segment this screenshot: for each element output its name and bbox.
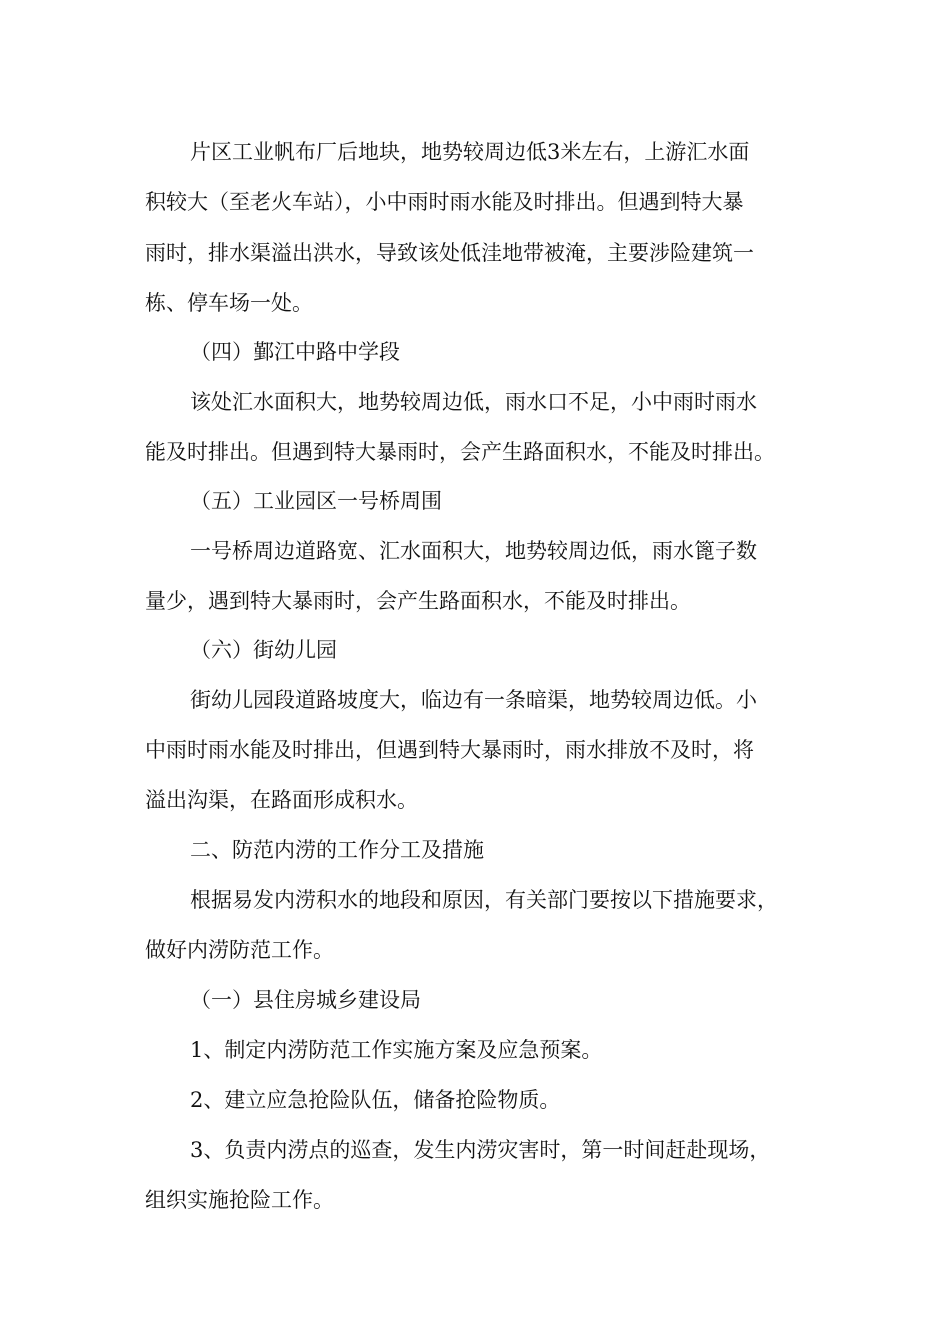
paragraph-line: 溢出沟渠，在路面形成积水。 bbox=[145, 788, 418, 812]
paragraph-line: 积较大（至老火车站），小中雨时雨水能及时排出。但遇到特大暴 bbox=[145, 190, 744, 214]
list-item: 3、负责内涝点的巡查，发生内涝灾害时，第一时间赶赴现场， bbox=[190, 1138, 771, 1162]
list-item: 1、制定内涝防范工作实施方案及应急预案。 bbox=[190, 1038, 603, 1062]
list-item-continuation: 组织实施抢险工作。 bbox=[145, 1188, 334, 1212]
section-heading: 二、防范内涝的工作分工及措施 bbox=[190, 838, 484, 862]
paragraph-line: 一号桥周边道路宽、汇水面积大，地势较周边低，雨水篦子数 bbox=[190, 539, 757, 563]
paragraph-line: 中雨时雨水能及时排出，但遇到特大暴雨时，雨水排放不及时，将 bbox=[145, 738, 754, 762]
section-heading: （五）工业园区一号桥周围 bbox=[190, 489, 442, 513]
paragraph-line: 根据易发内涝积水的地段和原因，有关部门要按以下措施要求， bbox=[190, 888, 778, 912]
list-item: 2、建立应急抢险队伍，储备抢险物质。 bbox=[190, 1088, 561, 1112]
paragraph-line: 片区工业帆布厂后地块，地势较周边低3米左右，上游汇水面 bbox=[190, 140, 750, 164]
section-heading: （一）县住房城乡建设局 bbox=[190, 988, 421, 1012]
paragraph-line: 该处汇水面积大，地势较周边低，雨水口不足，小中雨时雨水 bbox=[190, 390, 757, 414]
paragraph-line: 雨时，排水渠溢出洪水，导致该处低洼地带被淹，主要涉险建筑一 bbox=[145, 241, 754, 265]
paragraph-line: 做好内涝防范工作。 bbox=[145, 938, 334, 962]
section-heading: （六）街幼儿园 bbox=[190, 638, 337, 662]
paragraph-line: 量少，遇到特大暴雨时，会产生路面积水，不能及时排出。 bbox=[145, 589, 691, 613]
paragraph-line: 栋、停车场一处。 bbox=[145, 291, 313, 315]
paragraph-line: 能及时排出。但遇到特大暴雨时，会产生路面积水，不能及时排出。 bbox=[145, 440, 775, 464]
paragraph-line: 街幼儿园段道路坡度大，临边有一条暗渠，地势较周边低。小 bbox=[190, 688, 757, 712]
section-heading: （四）鄞江中路中学段 bbox=[190, 340, 400, 364]
